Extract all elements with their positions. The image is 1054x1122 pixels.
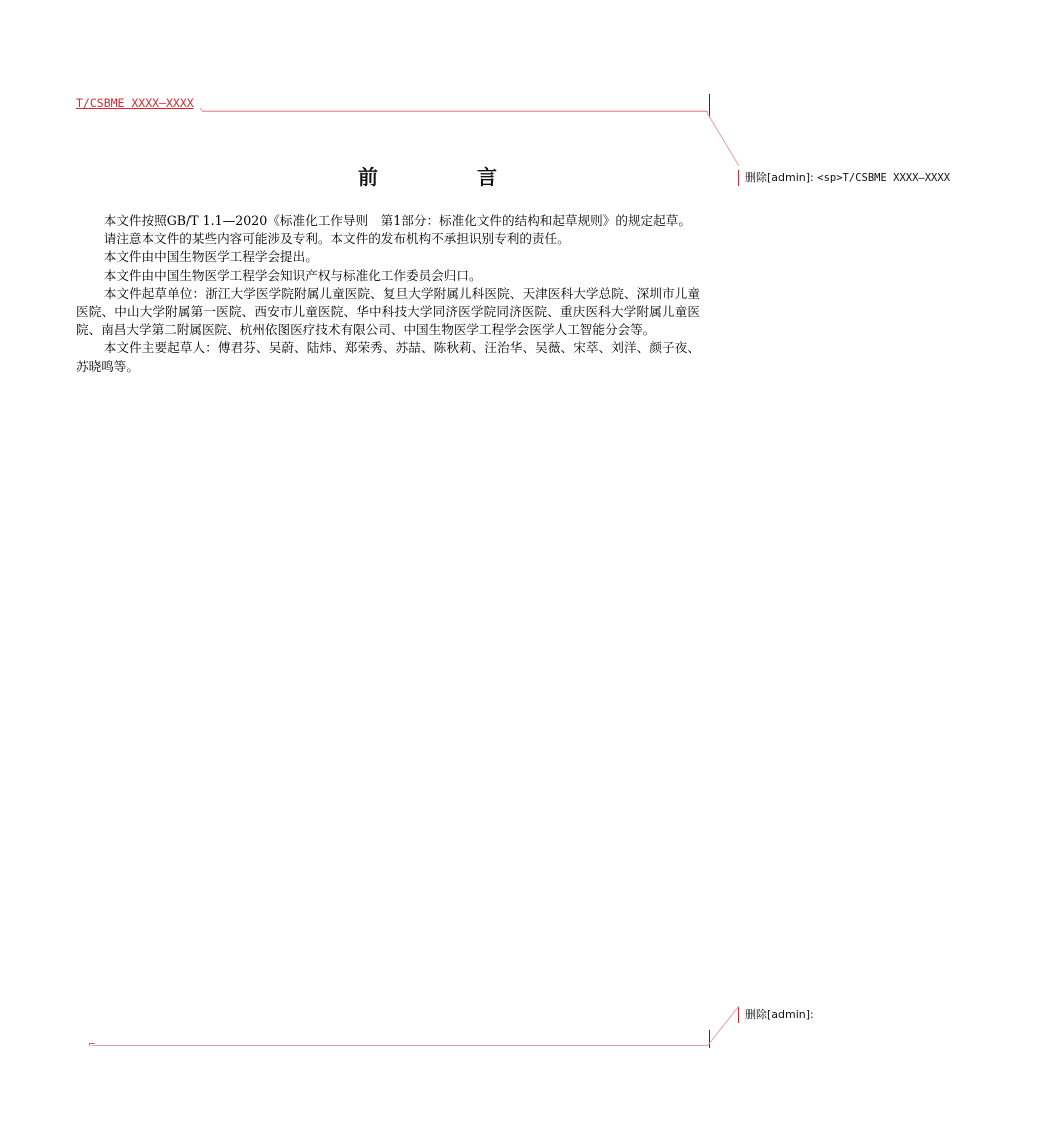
comment-leader-line-top (200, 108, 739, 166)
paragraph-proposer[interactable]: 本文件由中国生物医学工程学会提出。 (103, 249, 318, 265)
header-rule (202, 111, 708, 112)
change-bar-top (709, 94, 710, 118)
paragraph-administrator[interactable]: 本文件由中国生物医学工程学会知识产权与标准化工作委员会归口。 (103, 267, 482, 283)
change-bar-bottom (709, 1030, 710, 1048)
paragraph-patent-notice[interactable]: 请注意本文件的某些内容可能涉及专利。本文件的发布机构不承担识别专利的责任。 (103, 231, 570, 247)
footer-insert-mark-icon: ⌐ (88, 1040, 96, 1050)
footer-rule (92, 1045, 708, 1046)
comment-balloon-footer-deletion[interactable] (738, 1007, 814, 1023)
paragraph-drafters[interactable]: 本文件主要起草人：傅君芬、吴蔚、陆炜、郑荣秀、苏喆、陈秋莉、汪治华、吴薇、宋萃、刘洋、颜子夜、苏晓鸣等。 (76, 340, 700, 374)
comment-label: 删除[admin]: (745, 1008, 814, 1021)
comment-label: 删除[admin]: (745, 171, 818, 184)
foreword-body[interactable] (76, 212, 700, 376)
comment-balloon-header-deletion[interactable] (738, 170, 950, 186)
comment-deleted-text: <sp>T/CSBME XXXX—XXXX (817, 172, 951, 184)
paragraph-drafting-units[interactable]: 本文件起草单位：浙江大学医学院附属儿童医院、复旦大学附属儿科医院、天津医科大学总院、深圳市儿童医院、中山大学附属第一医院、西安市儿童医院、华中科技大学同济医学院同济医院、重庆医科大学附属儿童医院、南昌大学第二附属医院、杭州依图医疗技术有限公司、中国生物医学工程学会医学人工智能分会等。 (76, 285, 700, 338)
paragraph-drafting-rule[interactable]: 本文件按照GB/T 1.1—2020《标准化工作导则 第1部分：标准化文件的结构和起草规则》的规定起草。 (103, 213, 691, 228)
comment-leader-line-bottom (708, 1006, 739, 1045)
page-title: 前 言 (358, 165, 543, 189)
header-document-code[interactable]: T/CSBME XXXX—XXXX (76, 96, 194, 110)
